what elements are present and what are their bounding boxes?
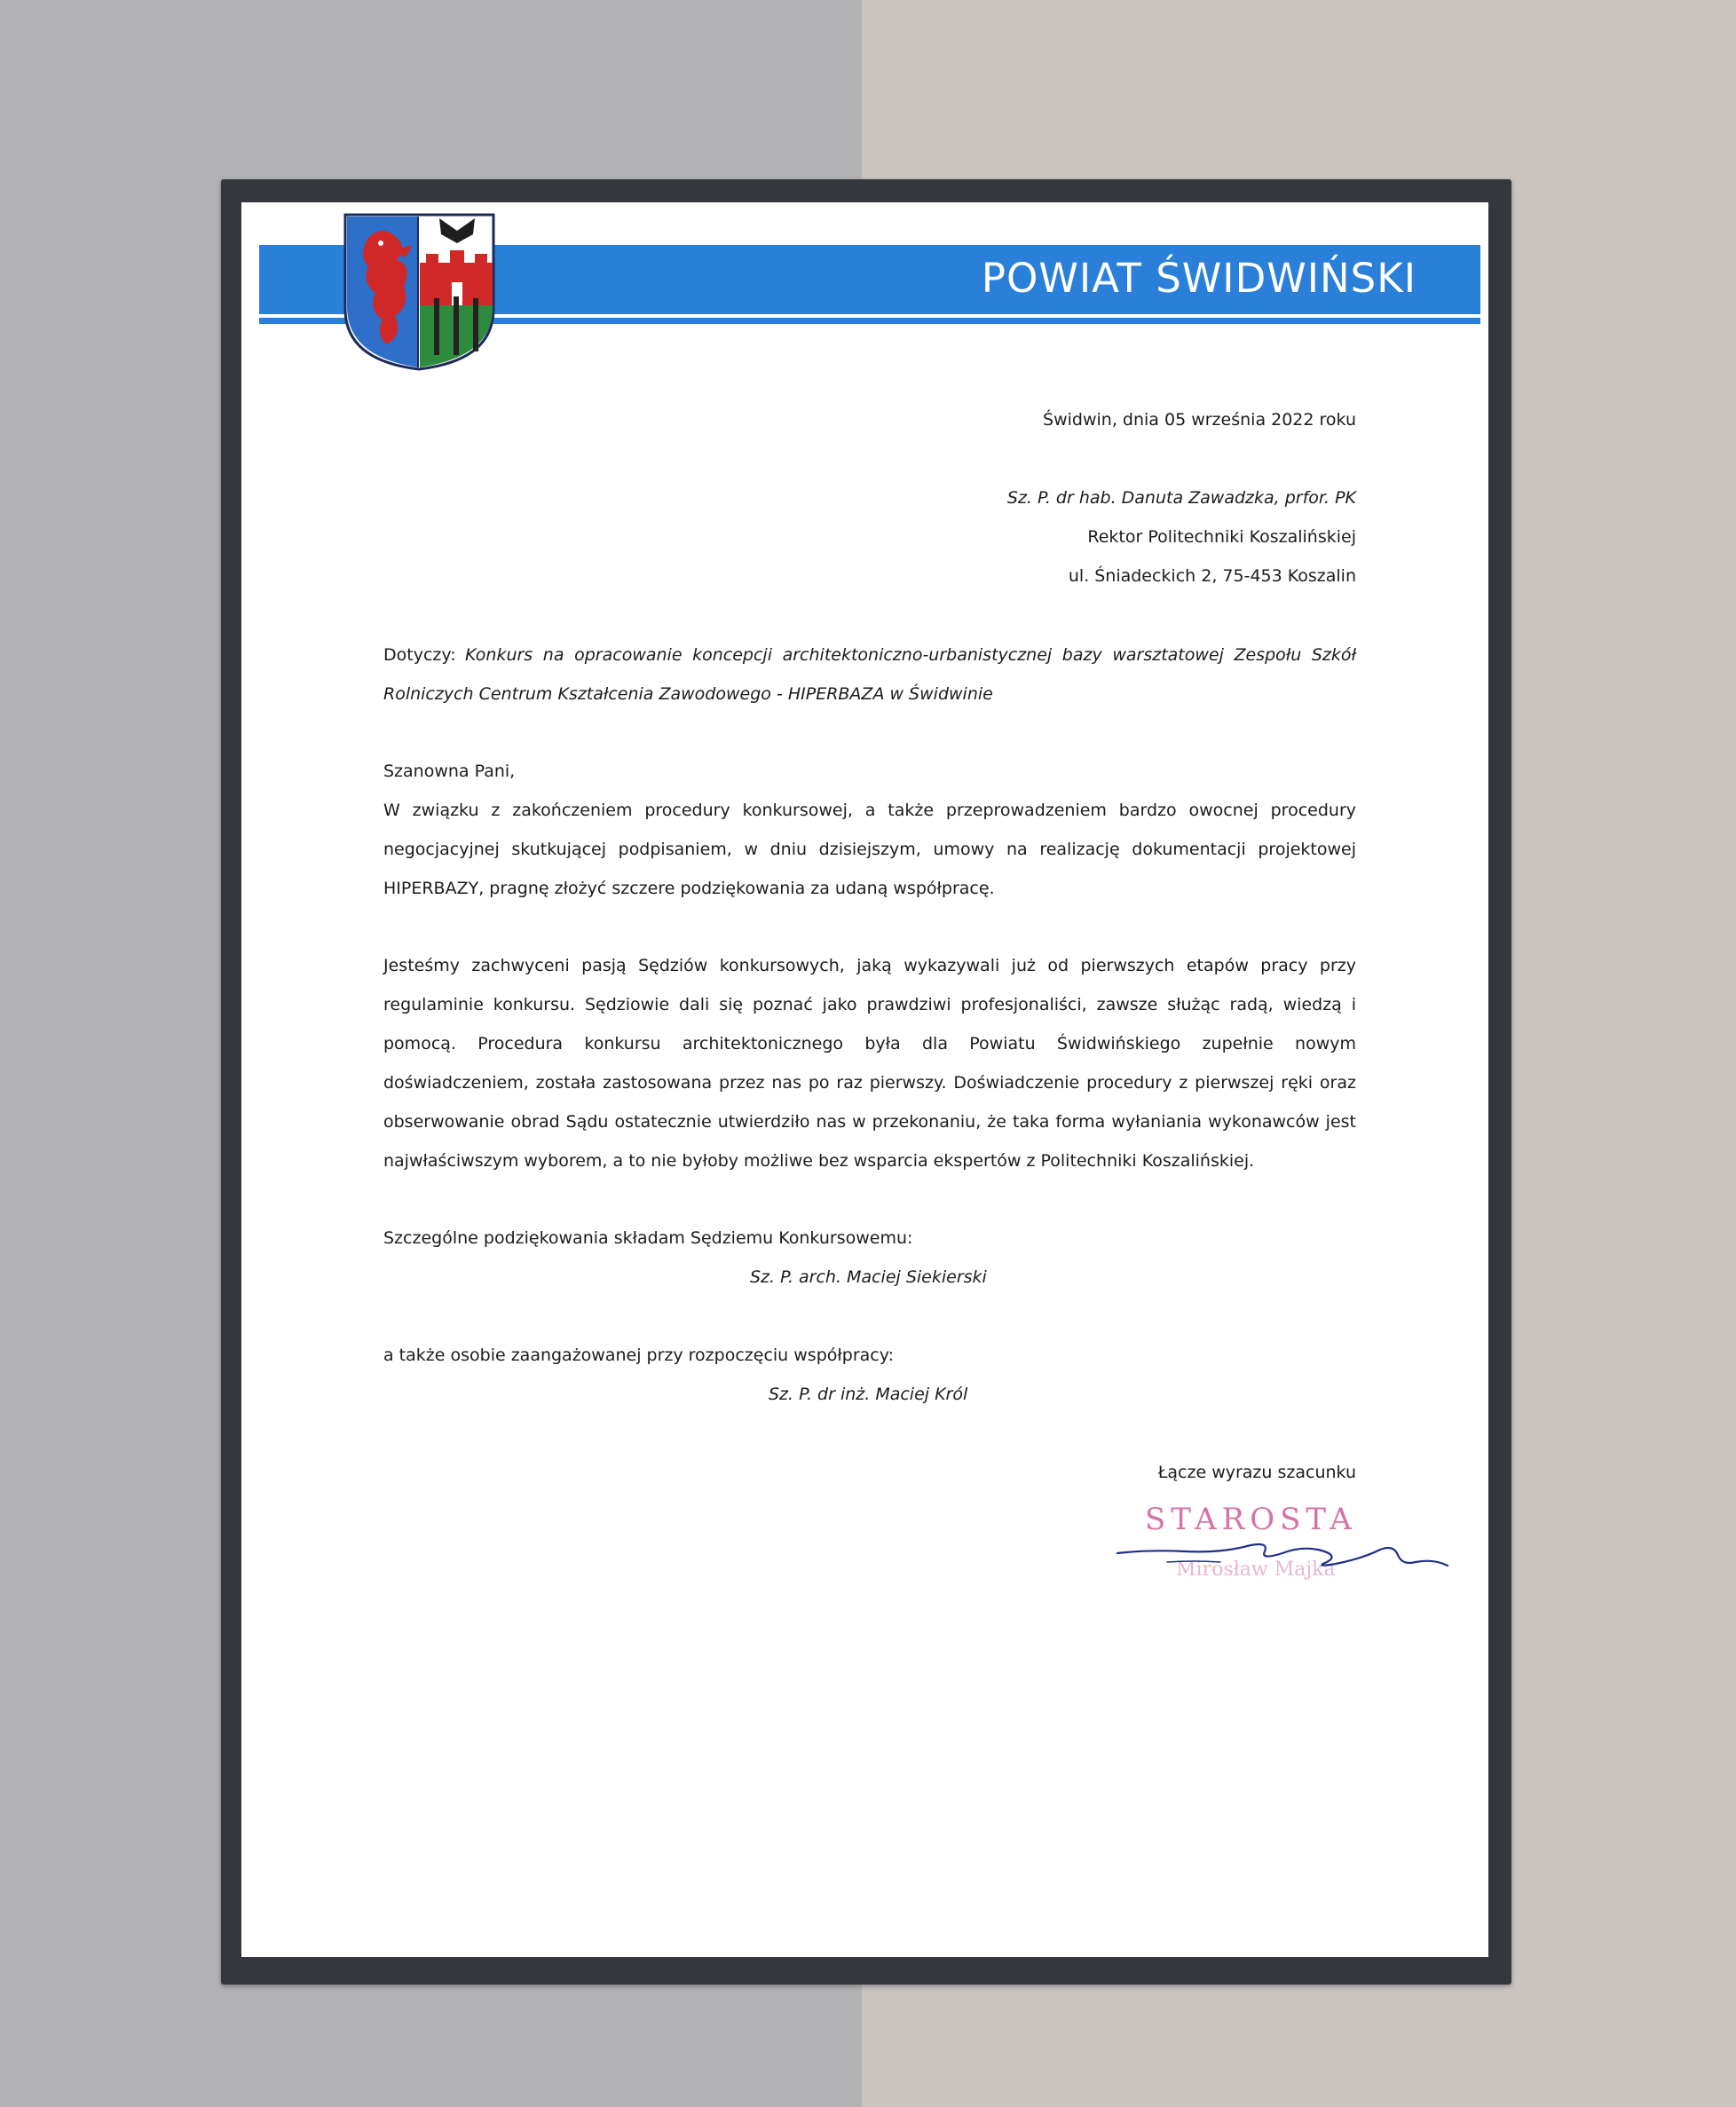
recipient-title: Rektor Politechniki Koszalińskiej [1087,527,1356,547]
thanks-person-1: Sz. P. arch. Maciej Siekierski [750,1267,987,1287]
stamp-title: STAROSTA [1145,1502,1357,1537]
subject-line-1: Konkurs na opracowanie koncepcji architektoniczno-urbanistycznej bazy warsztatowej Zespołu Szkół [465,645,1356,665]
subject-label: Dotyczy: [383,645,456,665]
salutation: Szanowna Pani, [383,762,516,781]
thanks-person-2: Sz. P. dr inż. Maciej Król [769,1385,968,1404]
handwritten-signature [1114,1527,1451,1580]
subject-line-2: Rolniczych Centrum Kształcenia Zawodowego - HIPERBAZA w Świdwinie [383,684,993,704]
header-title: POWIAT ŚWIDWIŃSKI [981,255,1416,302]
recipient-name: Sz. P. dr hab. Danuta Zawadzka, prfor. PK [1006,488,1356,508]
closing-line: Łącze wyrazu szacunku [1157,1463,1356,1482]
coat-of-arms-logo [342,211,497,373]
date-line: Świdwin, dnia 05 września 2022 roku [1043,410,1356,430]
thanks-intro-2: a także osobie zaangażowanej przy rozpoczęciu współpracy: [383,1345,895,1365]
stamp-name: Mirosław Majka [1176,1559,1336,1581]
thanks-intro: Szczególne podziękowania składam Sędziemu Konkursowemu: [383,1228,913,1248]
paragraph-2: Jesteśmy zachwyceni pasją Sędziów konkursowych, jaką wykazywali już od pierwszych etapów pracy przy regulaminie konkursu. Sędziowie dali się poznać jako prawdziwi profesjonaliści, zawsze służąc radą, wiedzą i pomocą. Procedura konkursu architektonicznego była dla Powiatu Świdwińskiego zupełnie nowym doświadczeniem, została zastosowana przez nas po raz pierwszy. Doświadczenie procedury z pierwszej ręki oraz obserwowanie obrad Sądu ostatecznie utwierdziło nas w przekonaniu, że taka forma wyłaniania wykonawców jest najwłaściwszym wyborem, a to nie byłoby możliwe bez wsparcia ekspertów z Politechniki Koszalińskiej. [383,956,1356,1171]
recipient-address: ul. Śniadeckich 2, 75-453 Koszalin [1068,566,1356,586]
paragraph-1: W związku z zakończeniem procedury konkursowej, a także przeprowadzeniem bardzo owocnej procedury negocjacyjnej skutkującej podpisaniem, w dniu dzisiejszym, umowy na realizację dokumentacji projektowej HIPERBAZY, pragnę złożyć szczere podziękowania za udaną współpracę. [383,801,1356,898]
